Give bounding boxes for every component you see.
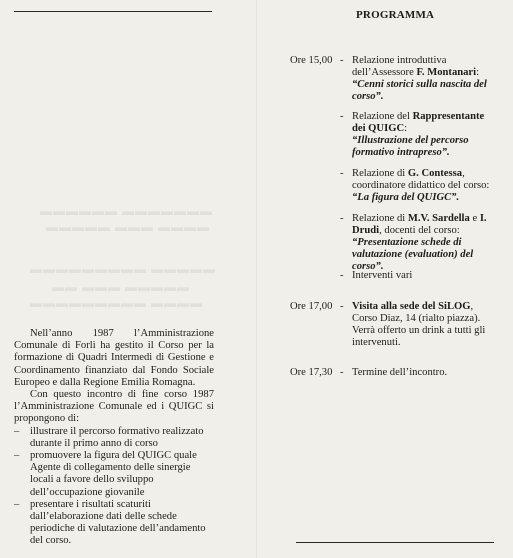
speaker-name: G. Contessa [407,168,463,179]
intro-text [14,328,214,548]
programma-title: PROGRAMMA [356,9,435,21]
goal-text: illustrare il percorso formativo realizzato durante il primo anno di corso [30,425,204,449]
program-text [352,301,500,349]
talk-title: “La figura del QUIGC”. [352,192,460,203]
program-text-part: , docenti del corso: [379,225,460,236]
talk-title: “Cenni storici sulla nascita del corso”. [352,79,487,102]
program-item [290,270,500,282]
dash-mark: - [340,301,344,312]
program-text [352,55,500,103]
talk-title: “Illustrazione del percorso formativo intrapreso”. [352,135,469,158]
program-item [290,111,500,159]
program-text-part: Relazione del [352,111,413,122]
bleed-through-text: ▬▬▬▬▬ ▬▬▬ ▬▬▬▬ [46,220,210,234]
program-text-part: Relazione di [352,213,408,224]
bottom-rule [296,542,494,543]
goal-item [14,450,214,499]
program-time: Ore 17,00 [290,301,333,312]
program-text [352,168,500,204]
dash-mark: - [340,55,344,66]
program-text-part: Relazione introduttiva dell’Assessore [352,55,447,78]
goal-item [14,426,214,450]
dash-mark: - [340,367,344,378]
dash-mark: - [340,270,344,281]
speaker-name: I. Drudi [352,213,487,236]
venue-name: Visita alla sede del SiLOG [352,301,471,312]
bleed-through-text: ▬▬ ▬▬▬ ▬▬▬▬▬ [52,280,190,294]
purpose-paragraph: Con questo incontro di fine corso 1987 l’Amministrazione Comunale ed i QUIGC si propongono di: [14,389,214,425]
program-item [290,213,500,273]
speaker-name: Rappresentante dei QUIGC [352,111,485,134]
bleed-through-text: ▬▬▬▬▬▬ ▬▬▬▬▬▬▬ [40,204,213,218]
dash-mark: - [340,168,344,179]
dash-mark: - [340,213,344,224]
program-text-part: e [469,213,480,224]
intro-paragraph: Nell’anno 1987 l’Amministrazione Comunale di Forlì ha gestito il Corso per la formazione di Quadri Intermedi di Gestione e Coordinamento finanziato dal Fondo Sociale Europeo e dalla Regione Emilia Romagna. [14,328,214,388]
dash-mark: – [14,425,20,437]
speaker-name: M.V. Sardella [407,213,470,224]
dash-mark: - [340,111,344,122]
goals-list [14,426,214,548]
bleed-through-text: ▬▬▬▬▬▬▬▬▬ ▬▬▬▬ [30,296,203,310]
program-time: Ore 17,30 [290,367,333,378]
program-time: Ore 15,00 [290,55,333,66]
program-text-part: , Corso Diaz, 14 (rialto piazza). Verrà offerto un drink a tutti gli intervenuti. [352,301,486,348]
program-text: Termine dell’incontro. [352,367,448,378]
talk-title: “Presentazione schede di valutazione (evaluation) del corso”. [352,237,474,272]
speaker-name: F. Montanari [416,67,477,78]
program-item [290,367,500,379]
goal-text: presentare i risultati scaturiti dall’elaborazione dati delle schede periodiche di valutazione dell’andamento del corso. [30,498,206,547]
program-item [290,301,500,349]
fold-line [256,0,257,558]
program-text-part: : [476,67,480,78]
program-text: Interventi vari [352,270,413,281]
goal-text: promuovere la figura del QUIGC quale Agente di collegamento delle sinergie locali a favore dello sviluppo dell’occupazione giovanile [30,450,197,498]
program-text [352,213,500,273]
dash-mark: – [14,450,20,462]
goal-item [14,499,214,548]
program-item [290,168,500,204]
program-item [290,55,500,103]
dash-mark: – [14,498,20,510]
program-text-part: Relazione di [352,168,408,179]
program-text [352,111,500,159]
program-text-part: : [404,123,408,134]
program-text-part: , coordinatore didattico del corso: [352,168,490,191]
bleed-through-text: ▬▬▬▬▬▬▬▬▬ ▬▬▬▬▬ [30,262,216,276]
top-rule [14,11,212,12]
